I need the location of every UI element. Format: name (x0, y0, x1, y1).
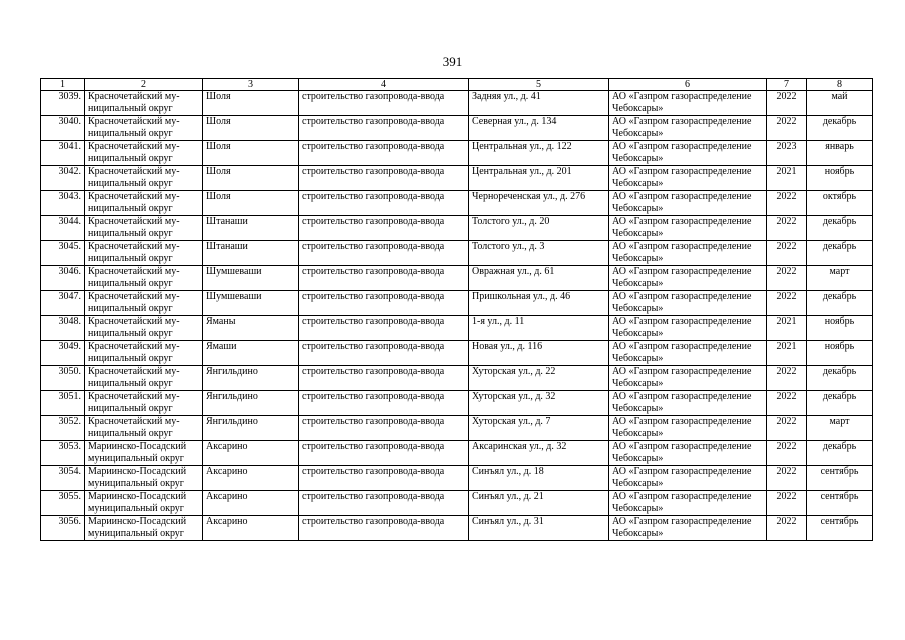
table-row (41, 341, 873, 366)
settlement-cell: Шоля (203, 141, 299, 166)
table-row (41, 416, 873, 441)
organization-cell: АО «Газпром газораспределение Чебоксары» (609, 191, 767, 216)
year-cell: 2021 (767, 166, 807, 191)
row-number-cell: 3054. (41, 466, 85, 491)
column-header: 2 (85, 79, 203, 91)
settlement-cell: Аксарино (203, 466, 299, 491)
month-cell: декабрь (807, 291, 873, 316)
address-cell: Северная ул., д. 134 (469, 116, 609, 141)
district-cell: Красночетайский му- ниципальный округ (85, 266, 203, 291)
row-number-cell: 3045. (41, 241, 85, 266)
organization-cell: АО «Газпром газораспределение Чебоксары» (609, 441, 767, 466)
year-cell: 2021 (767, 316, 807, 341)
month-cell: март (807, 416, 873, 441)
settlement-cell: Шоля (203, 166, 299, 191)
month-cell: ноябрь (807, 166, 873, 191)
table-row (41, 491, 873, 516)
table-row (41, 291, 873, 316)
work-type-cell: строительство газопровода-ввода (299, 291, 469, 316)
settlement-cell: Янгильдино (203, 391, 299, 416)
year-cell: 2022 (767, 241, 807, 266)
settlement-cell: Аксарино (203, 441, 299, 466)
district-cell: Красночетайский му- ниципальный округ (85, 191, 203, 216)
page-number: 391 (442, 54, 463, 69)
district-cell: Красночетайский му- ниципальный округ (85, 291, 203, 316)
settlement-cell: Шоля (203, 116, 299, 141)
work-type-cell: строительство газопровода-ввода (299, 141, 469, 166)
settlement-cell: Штанаши (203, 216, 299, 241)
column-header: 3 (203, 79, 299, 91)
work-type-cell: строительство газопровода-ввода (299, 316, 469, 341)
organization-cell: АО «Газпром газораспределение Чебоксары» (609, 491, 767, 516)
address-cell: Аксаринская ул., д. 32 (469, 441, 609, 466)
address-cell: 1-я ул., д. 11 (469, 316, 609, 341)
address-cell: Хуторская ул., д. 22 (469, 366, 609, 391)
settlement-cell: Ямаши (203, 341, 299, 366)
settlement-cell: Шумшеваши (203, 266, 299, 291)
month-cell: ноябрь (807, 316, 873, 341)
organization-cell: АО «Газпром газораспределение Чебоксары» (609, 266, 767, 291)
row-number-cell: 3051. (41, 391, 85, 416)
row-number-cell: 3040. (41, 116, 85, 141)
year-cell: 2022 (767, 291, 807, 316)
year-cell: 2022 (767, 416, 807, 441)
address-cell: Центральная ул., д. 201 (469, 166, 609, 191)
district-cell: Красночетайский му- ниципальный округ (85, 216, 203, 241)
settlement-cell: Шоля (203, 191, 299, 216)
organization-cell: АО «Газпром газораспределение Чебоксары» (609, 391, 767, 416)
year-cell: 2023 (767, 141, 807, 166)
month-cell: декабрь (807, 366, 873, 391)
organization-cell: АО «Газпром газораспределение Чебоксары» (609, 166, 767, 191)
table-row (41, 316, 873, 341)
row-number-cell: 3048. (41, 316, 85, 341)
organization-cell: АО «Газпром газораспределение Чебоксары» (609, 316, 767, 341)
work-type-cell: строительство газопровода-ввода (299, 216, 469, 241)
work-type-cell: строительство газопровода-ввода (299, 366, 469, 391)
row-number-cell: 3050. (41, 366, 85, 391)
table-row (41, 116, 873, 141)
address-cell: Пришкольная ул., д. 46 (469, 291, 609, 316)
column-header: 8 (807, 79, 873, 91)
address-cell: Задняя ул., д. 41 (469, 91, 609, 116)
settlement-cell: Янгильдино (203, 416, 299, 441)
work-type-cell: строительство газопровода-ввода (299, 241, 469, 266)
address-cell: Центральная ул., д. 122 (469, 141, 609, 166)
month-cell: январь (807, 141, 873, 166)
month-cell: декабрь (807, 441, 873, 466)
settlement-cell: Штанаши (203, 241, 299, 266)
year-cell: 2022 (767, 91, 807, 116)
row-number-cell: 3049. (41, 341, 85, 366)
settlement-cell: Яманы (203, 316, 299, 341)
district-cell: Мариинско-Посадский муниципальный округ (85, 441, 203, 466)
address-cell: Чернореченская ул., д. 276 (469, 191, 609, 216)
year-cell: 2021 (767, 341, 807, 366)
gas-connection-table (40, 78, 873, 541)
work-type-cell: строительство газопровода-ввода (299, 266, 469, 291)
settlement-cell: Аксарино (203, 516, 299, 541)
district-cell: Красночетайский му- ниципальный округ (85, 391, 203, 416)
district-cell: Красночетайский му- ниципальный округ (85, 116, 203, 141)
address-cell: Новая ул., д. 116 (469, 341, 609, 366)
organization-cell: АО «Газпром газораспределение Чебоксары» (609, 416, 767, 441)
year-cell: 2022 (767, 191, 807, 216)
organization-cell: АО «Газпром газораспределение Чебоксары» (609, 466, 767, 491)
header-row (41, 79, 873, 91)
work-type-cell: строительство газопровода-ввода (299, 191, 469, 216)
year-cell: 2022 (767, 216, 807, 241)
column-header: 6 (609, 79, 767, 91)
address-cell: Толстого ул., д. 3 (469, 241, 609, 266)
address-cell: Синъял ул., д. 31 (469, 516, 609, 541)
organization-cell: АО «Газпром газораспределение Чебоксары» (609, 516, 767, 541)
work-type-cell: строительство газопровода-ввода (299, 341, 469, 366)
settlement-cell: Янгильдино (203, 366, 299, 391)
row-number-cell: 3047. (41, 291, 85, 316)
year-cell: 2022 (767, 366, 807, 391)
month-cell: декабрь (807, 241, 873, 266)
district-cell: Красночетайский му- ниципальный округ (85, 416, 203, 441)
month-cell: ноябрь (807, 341, 873, 366)
work-type-cell: строительство газопровода-ввода (299, 491, 469, 516)
column-header: 5 (469, 79, 609, 91)
month-cell: октябрь (807, 191, 873, 216)
organization-cell: АО «Газпром газораспределение Чебоксары» (609, 216, 767, 241)
district-cell: Мариинско-Посадский муниципальный округ (85, 491, 203, 516)
row-number-cell: 3052. (41, 416, 85, 441)
month-cell: сентябрь (807, 491, 873, 516)
row-number-cell: 3053. (41, 441, 85, 466)
year-cell: 2022 (767, 391, 807, 416)
organization-cell: АО «Газпром газораспределение Чебоксары» (609, 241, 767, 266)
year-cell: 2022 (767, 491, 807, 516)
row-number-cell: 3056. (41, 516, 85, 541)
month-cell: декабрь (807, 216, 873, 241)
district-cell: Красночетайский му- ниципальный округ (85, 316, 203, 341)
row-number-cell: 3044. (41, 216, 85, 241)
table-row (41, 166, 873, 191)
district-cell: Мариинско-Посадский муниципальный округ (85, 466, 203, 491)
work-type-cell: строительство газопровода-ввода (299, 416, 469, 441)
year-cell: 2022 (767, 466, 807, 491)
table-row (41, 466, 873, 491)
district-cell: Красночетайский му- ниципальный округ (85, 341, 203, 366)
organization-cell: АО «Газпром газораспределение Чебоксары» (609, 291, 767, 316)
district-cell: Красночетайский му- ниципальный округ (85, 91, 203, 116)
district-cell: Красночетайский му- ниципальный округ (85, 141, 203, 166)
table-row (41, 441, 873, 466)
month-cell: май (807, 91, 873, 116)
table-row (41, 391, 873, 416)
column-header: 1 (41, 79, 85, 91)
work-type-cell: строительство газопровода-ввода (299, 466, 469, 491)
row-number-cell: 3041. (41, 141, 85, 166)
row-number-cell: 3046. (41, 266, 85, 291)
settlement-cell: Шоля (203, 91, 299, 116)
month-cell: сентябрь (807, 516, 873, 541)
district-cell: Красночетайский му- ниципальный округ (85, 366, 203, 391)
district-cell: Мариинско-Посадский муниципальный округ (85, 516, 203, 541)
table-row (41, 141, 873, 166)
table-row (41, 91, 873, 116)
work-type-cell: строительство газопровода-ввода (299, 91, 469, 116)
address-cell: Синъял ул., д. 21 (469, 491, 609, 516)
row-number-cell: 3055. (41, 491, 85, 516)
organization-cell: АО «Газпром газораспределение Чебоксары» (609, 141, 767, 166)
address-cell: Хуторская ул., д. 32 (469, 391, 609, 416)
year-cell: 2022 (767, 516, 807, 541)
table-row (41, 191, 873, 216)
work-type-cell: строительство газопровода-ввода (299, 441, 469, 466)
month-cell: декабрь (807, 391, 873, 416)
column-header: 7 (767, 79, 807, 91)
table-row (41, 241, 873, 266)
address-cell: Овражная ул., д. 61 (469, 266, 609, 291)
work-type-cell: строительство газопровода-ввода (299, 516, 469, 541)
column-header: 4 (299, 79, 469, 91)
district-cell: Красночетайский му- ниципальный округ (85, 166, 203, 191)
table-row (41, 366, 873, 391)
district-cell: Красночетайский му- ниципальный округ (85, 241, 203, 266)
organization-cell: АО «Газпром газораспределение Чебоксары» (609, 366, 767, 391)
row-number-cell: 3042. (41, 166, 85, 191)
row-number-cell: 3039. (41, 91, 85, 116)
organization-cell: АО «Газпром газораспределение Чебоксары» (609, 341, 767, 366)
work-type-cell: строительство газопровода-ввода (299, 166, 469, 191)
address-cell: Хуторская ул., д. 7 (469, 416, 609, 441)
address-cell: Синъял ул., д. 18 (469, 466, 609, 491)
year-cell: 2022 (767, 441, 807, 466)
table-row (41, 266, 873, 291)
month-cell: сентябрь (807, 466, 873, 491)
month-cell: декабрь (807, 116, 873, 141)
table-row (41, 516, 873, 541)
year-cell: 2022 (767, 116, 807, 141)
work-type-cell: строительство газопровода-ввода (299, 116, 469, 141)
year-cell: 2022 (767, 266, 807, 291)
settlement-cell: Шумшеваши (203, 291, 299, 316)
organization-cell: АО «Газпром газораспределение Чебоксары» (609, 116, 767, 141)
work-type-cell: строительство газопровода-ввода (299, 391, 469, 416)
address-cell: Толстого ул., д. 20 (469, 216, 609, 241)
settlement-cell: Аксарино (203, 491, 299, 516)
table-row (41, 216, 873, 241)
organization-cell: АО «Газпром газораспределение Чебоксары» (609, 91, 767, 116)
row-number-cell: 3043. (41, 191, 85, 216)
month-cell: март (807, 266, 873, 291)
